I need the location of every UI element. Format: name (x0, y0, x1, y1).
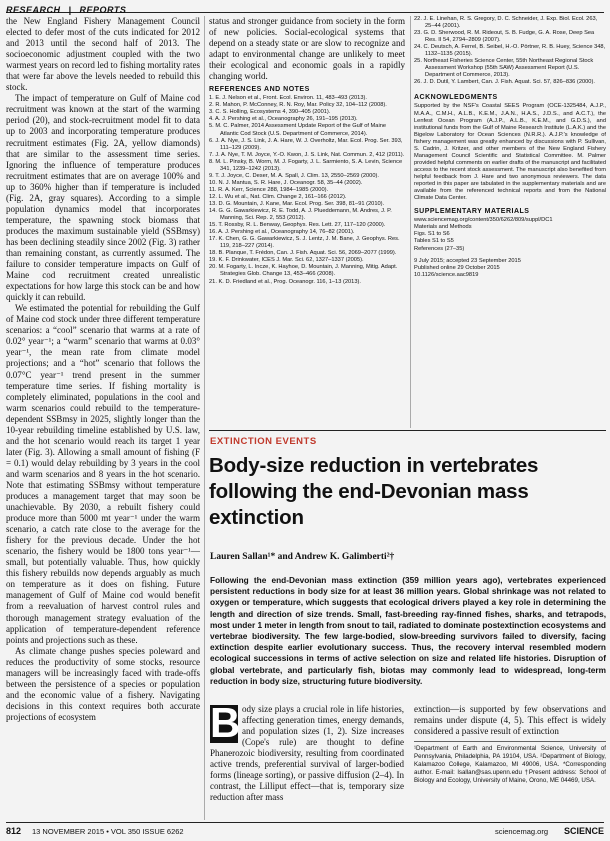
col1-paragraph-1: the New England Fishery Management Council elected to defer most of the cuts indicated for 2012 and 2013 until the second half of 2013. The socioeconomic adjustment coupled with the two warmest years on record led to fishing mortality rates that were far above the levels needed to rebuild this stock. (6, 16, 200, 93)
acknowledgments-heading: ACKNOWLEDGMENTS (414, 94, 498, 102)
reference-item: 10. N. J. Mantua, S. R. Hare, J. Oceanogr. 58, 35–44 (2002). (209, 179, 363, 186)
column-divider (204, 16, 205, 820)
journal-name: SCIENCE (563, 826, 604, 836)
col1-paragraph-4: As climate change pushes species poleward and reduces the productivity of some stocks, resource managers will be increasingly faced with trade-offs between the persistence of a species or population and the economic value of a fishery. Navigating decisions in this context requires both accurate projections of ecosystem (6, 645, 200, 722)
reference-item: 15. T. Rossby, R. L. Benway, Geophys. Res. Lett. 27, 117–120 (2000). (209, 222, 386, 229)
reference-item: 1. E. J. Nelson et al., Front. Ecol. Environ. 11, 483–493 (2013). (209, 95, 367, 102)
supplementary-item: References (27–35) (414, 245, 465, 252)
article-column-3 (414, 16, 606, 428)
reference-item: 12. L. Wu et al., Nat. Clim. Change 2, 161–166 (2012). (209, 193, 347, 200)
column-divider (410, 16, 411, 428)
acknowledgments-text: Supported by the NSF's Coastal SEES Program (OCE-1325484, A.J.P., M.A.A., C.M.H., A.L.B., K.E.M., J.A.N., H.A.S., J.D.S., and A.C.T.), the Lenfest Ocean Program (A.J.P., A.L.B., K.E.M., and G.D.S.), and institutional funds from the Gulf of Maine Research Institute (L.A.K.) and the Bigelow Laboratory for Ocean Sciences (N.R.R.). A.J.P.'s knowledge of fishery management was greatly enhanced by discussions with P. Sullivan, S. Cadrin, J. Kritzer, and other members of the New England Fishery Management Council Scientific and Statistical Committee. M. Palmer provided helpful comments on earlier drafts of the manuscript and facilitated access to the recent stock assessment. The manuscript also benefited from helpful feedback from J. Hare and two anonymous reviewers. The data reported in this paper are tabulated in the supplementary materials and are available from the referenced technical reports and from the National Climate Data Center. (414, 103, 606, 202)
reference-item: 19. K. F. Drinkwater, ICES J. Mar. Sci. 62, 1327–1337 (2005). (209, 257, 364, 264)
affiliation-rule (414, 741, 606, 742)
references-list-continued (414, 16, 606, 86)
reference-item: 13. D. G. Mountain, J. Kane, Mar. Ecol. Prog. Ser. 398, 81–91 (2010). (209, 200, 385, 207)
reference-item: 4. A. J. Pershing et al., Oceanography 26, 191–195 (2013). (209, 116, 358, 123)
date-line: 10.1126/science.aac9819 (414, 271, 479, 278)
supplementary-item: Tables S1 to S5 (414, 238, 454, 245)
reference-item: 17. K. Chen, G. G. Gawarkiewicz, S. J. Lentz, J. M. Bane, J. Geophys. Res. 119, 218–227 (2014). (209, 236, 400, 250)
supplementary-item: Materials and Methods (414, 224, 472, 231)
col2-intro (209, 16, 405, 82)
reference-item: 23. G. D. Sherwood, R. M. Rideout, S. B. Fudge, G. A. Rose, Deep Sea Res. II 54, 2794–2809 (2007). (414, 30, 595, 44)
supplementary-item: www.sciencemag.org/content/350/6262/809/suppl/DC1 (414, 217, 553, 224)
date-line: 9 July 2015; accepted 23 September 2015 (414, 257, 521, 264)
reference-item: 22. J. E. Linehan, R. S. Gregory, D. C. Schneider, J. Exp. Biol. Ecol. 263, 25–44 (2001). (414, 16, 598, 30)
body-text-1: ody size plays a crucial role in life histories, affecting generation times, energy demands, and population sizes (1, 2). Size increases (Cope's rule) are thought to define Phanerozoic biodiversity, resulting from coordinated active trends, preferential survival of larger-bodied forms (lineage sorting), or passive diffusion (2–4). In contrast, the Lilliput effect—that is, temporary size reduction after mass (210, 704, 404, 803)
article-column-1 (6, 16, 200, 820)
reference-item: 26. J. D. Dutil, Y. Lambert, Can. J. Fish. Aquat. Sci. 57, 826–836 (2000). (414, 79, 595, 86)
references-heading: REFERENCES AND NOTES (209, 86, 310, 94)
reference-item: 11. R. A. Kerr, Science 288, 1984–1985 (2000). (209, 186, 329, 193)
body-text-2: extinction—is supported by few observations and remains under dispute (4, 5). This effect is widely considered a passive result of extinction (414, 704, 606, 737)
section-label: RESEARCH (6, 5, 61, 15)
article-column-2 (209, 16, 405, 428)
col1-paragraph-2: The impact of temperature on Gulf of Maine cod recruitment was known at the start of the warming period (20), and stock-recruitment model fit to data up to 2003 and incorporating temperature produces recruitment estimates (Fig. 2A, yellow diamonds) that are similar to the assessment time series. Ignoring the influence of temperature produces recruitment estimates that are on average 100% and up to 360% higher than if temperature is included (Fig. 2A, gray squares). According to a simple population dynamics model that incorporates temperature, the spawning stock biomass that produces the maximum sustainable yield (SSBmsy) has been declining steadily since 2002 (Fig. 3) rather than remaining constant, as currently assumed. The failure to consider temperature impacts on Gulf of Maine cod recruitment created unrealistic expectations for how large this stock can be and how quickly it can rebuild. (6, 93, 200, 303)
publication-dates (414, 258, 606, 279)
reference-item: 24. C. Deutsch, A. Ferrel, B. Seibel, H.-O. Pörtner, R. B. Huey, Science 348, 1132–1135 (2015). (414, 44, 606, 58)
supplementary-item: Figs. S1 to S6 (414, 231, 450, 238)
references-list (209, 95, 405, 285)
col2-intro-text: status and stronger guidance from society in the form of new policies. Social-ecological systems that depend on a steady state or are slow to recognize and adapt to environmental change are unlikely to meet their ecological and economic goals in a rapidly changing world. (209, 16, 405, 82)
dropcap-letter: B (210, 704, 241, 746)
subsection-label: REPORTS (79, 5, 127, 15)
reference-item: 21. K. D. Friedland et al., Prog. Oceanogr. 116, 1–13 (2013). (209, 278, 361, 285)
reference-item: 8. M. L. Pinsky, B. Worm, M. J. Fogarty, J. L. Sarmiento, S. A. Levin, Science 341, 1239–1242 (2013). (209, 158, 403, 172)
reference-item: 5. M. C. Palmer, 2014 Assessment Update Report of the Gulf of Maine Atlantic Cod Stock (U.S. Department of Commerce, 2014). (209, 123, 387, 137)
reference-item: 2. R. Mahon, P. McConney, R. N. Roy, Mar. Policy 32, 104–112 (2008). (209, 102, 387, 109)
reference-item: 25. Northeast Fisheries Science Center, 55th Northeast Regional Stock Assessment Workshop (55th SAW) Assessment Report (U.S. Department of Commerce, 2013). (414, 58, 594, 79)
article-authors: Lauren Sallan¹* and Andrew K. Galimberti²† (210, 552, 395, 562)
article-separator (209, 430, 606, 431)
reference-item: 6. J. A. Nye, J. S. Link, J. A. Hare, W. J. Overholtz, Mar. Ecol. Prog. Ser. 393, 111–129 (2009). (209, 137, 403, 151)
section-divider: | (68, 5, 72, 15)
col1-paragraph-3: We estimated the potential for rebuilding the Gulf of Maine cod stock under three different temperature scenarios: a “cool” scenario that warms at a rate of 0.02° year⁻¹; a “warm” scenario that warms at 0.03° year⁻¹, the mean rate from climate model projections; and a “hot” scenario that follows the 0.07°C year⁻¹ trend present in the summer temperature time series. If fishing mortality is completely eliminated, populations in the cool and warm scenarios could rebuild to the temperature-dependent SSBmsy in 2025, slightly longer than the 10-year rebuilding timeline established by U.S. law, and the hot scenario would reach its target 1 year later (Fig. 3). Allowing a small amount of fishing (F = 0.1) would delay rebuilding by 3 years in the cool and warm scenarios and 8 years in the hot scenario. Note that estimating SSBmsy without temperature produces a management target that may soon be unachievable. By 2030, a rebuilt fishery could produce more than 5000 mt year⁻¹ under the warm scenario, a catch rate close to the average for the fishery for the previous decade. Under the hot scenario, the fishery would be 1800 tons year⁻¹—small, but potentially valuable. Thus, how quickly this fishery rebuilds now depends arguably as much on temperature as it does on fishing. Future management of Gulf of Maine cod would benefit from a reevaluation of harvest control rules and thorough management strategy evaluation of the application of temperature-dependent reference points and projections such as these. (6, 303, 200, 645)
issue-info: 13 NOVEMBER 2015 • VOL 350 ISSUE 6262 (32, 827, 184, 836)
reference-item: 3. C. S. Holling, Ecosystems 4, 390–405 (2001). (209, 109, 331, 116)
reference-item: 7. J. A. Nye, T. M. Joyce, Y.-O. Kwon, J. S. Link, Nat. Commun. 2, 412 (2011). (209, 151, 405, 158)
page-number: 812 (6, 826, 22, 836)
date-line: Published online 29 October 2015 (414, 264, 500, 271)
article-title: Body-size reduction in vertebrates following the end-Devonian mass extinction (209, 454, 539, 529)
article-body-column-2 (414, 704, 606, 820)
running-header (6, 0, 604, 13)
reference-item: 18. B. Planque, T. Frédon, Can. J. Fish. Aquat. Sci. 56, 2069–2077 (1999). (209, 250, 397, 257)
running-footer (6, 822, 604, 841)
author-affiliations: ¹Department of Earth and Environmental Science, University of Pennsylvania, Philadelphia, PA 19104, USA. ²Department of Biology, Kalamazoo College, Kalamazoo, MI 49006, USA. *Corresponding author. E-mail: lsallan@sas.upenn.edu †Present address: School of Biology and Ecology, University of Maine, Orono, ME 04469, USA. (414, 745, 606, 784)
supplementary-heading: SUPPLEMENTARY MATERIALS (414, 208, 530, 216)
article-body-column-1 (210, 704, 404, 820)
reference-item: 14. G. G. Gawarkiewicz, R. E. Todd, A. J. Plueddemann, M. Andres, J. P. Manning, Sci. Rep. 2, 553 (2012). (209, 208, 392, 222)
reference-item: 20. M. Fogarty, L. Incze, K. Hayhoe, D. Mountain, J. Manning, Mitig. Adapt. Strategies Glob. Change 13, 453–466 (2008). (209, 264, 398, 278)
reference-item: 9. T. J. Joyce, C. Deser, M. A. Spall, J. Clim. 13, 2550–2569 (2000). (209, 172, 379, 179)
article-abstract: Following the end-Devonian mass extinction (359 million years ago), vertebrates experienced persistent reductions in body size for at least 36 million years. Global shrinkage was not related to oxygen or temperature, which suggests that ecological drivers played a key role in determining the length and direction of size trends. Small, fast-breeding ray-finned fishes, sharks, and tetrapods, most under 1 meter in length from snout to tail, radiated to dominate postextinction ecosystems and vertebrae biodiversity. The few large-bodied, slow-breeding survivors failed to diversify, facing extinction despite earlier evolutionary success. Thus, the recovery interval resembled modern ecological successions in terms of active selection on size and related life histories. Disruption of global vertebrate, and particularly fish, biotas may commonly lead to widespread, long-term reduction in body size, structuring future biodiversity. (210, 575, 607, 686)
journal-site: sciencemag.org (495, 827, 548, 836)
supplementary-list (414, 217, 606, 252)
reference-item: 16. A. J. Pershing et al., Oceanography 14, 76–82 (2001). (209, 229, 355, 236)
article-kicker: EXTINCTION EVENTS (210, 436, 317, 447)
